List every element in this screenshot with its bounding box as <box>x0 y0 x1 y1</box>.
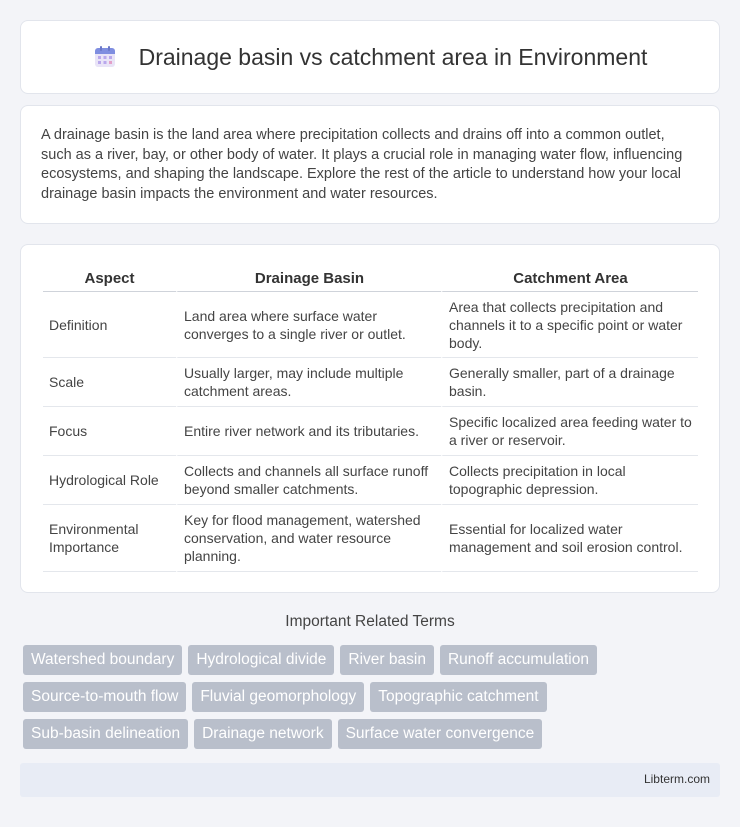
header-catchment-area: Catchment Area <box>441 265 698 292</box>
intro-card <box>20 105 720 224</box>
footer <box>20 763 720 797</box>
related-term-tag[interactable]: Fluvial geomorphology <box>192 682 364 712</box>
related-term-tag[interactable]: Watershed boundary <box>23 645 182 675</box>
row-catchment-area: Specific localized area feeding water to a river or reservoir. <box>441 407 698 456</box>
comparison-card <box>20 244 720 593</box>
related-term-tag[interactable]: Source-to-mouth flow <box>23 682 186 712</box>
row-drainage-basin: Collects and channels all surface runoff beyond smaller catchments. <box>176 456 441 505</box>
related-term-tag[interactable]: River basin <box>340 645 434 675</box>
row-drainage-basin: Land area where surface water converges to a single river or outlet. <box>176 292 441 358</box>
row-catchment-area: Essential for localized water management and soil erosion control. <box>441 505 698 572</box>
intro-paragraph: A drainage basin is the land area where precipitation collects and drains off into a common outlet, such as a river, bay, or other body of water. It plays a crucial role in managing water flow, influencing ecosystems, and shaping the landscape. Explore the rest of the article to understand how your local drainage basin impacts the environment and water resources. <box>41 127 683 202</box>
table-row <box>43 456 698 505</box>
comparison-table <box>43 265 698 572</box>
row-catchment-area: Collects precipitation in local topographic depression. <box>441 456 698 505</box>
row-drainage-basin: Entire river network and its tributaries. <box>176 407 441 456</box>
table-row <box>43 358 698 407</box>
calendar-icon <box>93 45 117 69</box>
page-title: Drainage basin vs catchment area in Environment <box>138 43 648 70</box>
row-drainage-basin: Key for flood management, watershed conservation, and water resource planning. <box>176 505 441 572</box>
related-term-tag[interactable]: Drainage network <box>194 719 331 749</box>
related-terms-heading: Important Related Terms <box>285 613 455 630</box>
related-term-tag[interactable]: Hydrological divide <box>188 645 334 675</box>
row-aspect: Hydrological Role <box>43 456 176 505</box>
tag-row <box>23 719 723 749</box>
table-header-row <box>43 265 698 292</box>
row-aspect: Environmental Importance <box>43 505 176 572</box>
row-aspect: Focus <box>43 407 176 456</box>
tag-row <box>23 645 723 675</box>
table-row <box>43 505 698 572</box>
row-drainage-basin: Usually larger, may include multiple catchment areas. <box>176 358 441 407</box>
related-term-tag[interactable]: Surface water convergence <box>338 719 543 749</box>
related-term-tag[interactable]: Sub-basin delineation <box>23 719 188 749</box>
header-drainage-basin: Drainage Basin <box>176 265 441 292</box>
related-terms-list <box>23 645 723 756</box>
title-card <box>20 20 720 94</box>
row-aspect: Definition <box>43 292 176 358</box>
table-row <box>43 407 698 456</box>
row-catchment-area: Area that collects precipitation and channels it to a specific point or water body. <box>441 292 698 358</box>
related-term-tag[interactable]: Topographic catchment <box>370 682 546 712</box>
row-aspect: Scale <box>43 358 176 407</box>
header-aspect: Aspect <box>43 265 176 292</box>
tag-row <box>23 682 723 712</box>
footer-site-link[interactable]: Libterm.com <box>643 772 710 786</box>
table-row <box>43 292 698 358</box>
row-catchment-area: Generally smaller, part of a drainage basin. <box>441 358 698 407</box>
related-term-tag[interactable]: Runoff accumulation <box>440 645 597 675</box>
